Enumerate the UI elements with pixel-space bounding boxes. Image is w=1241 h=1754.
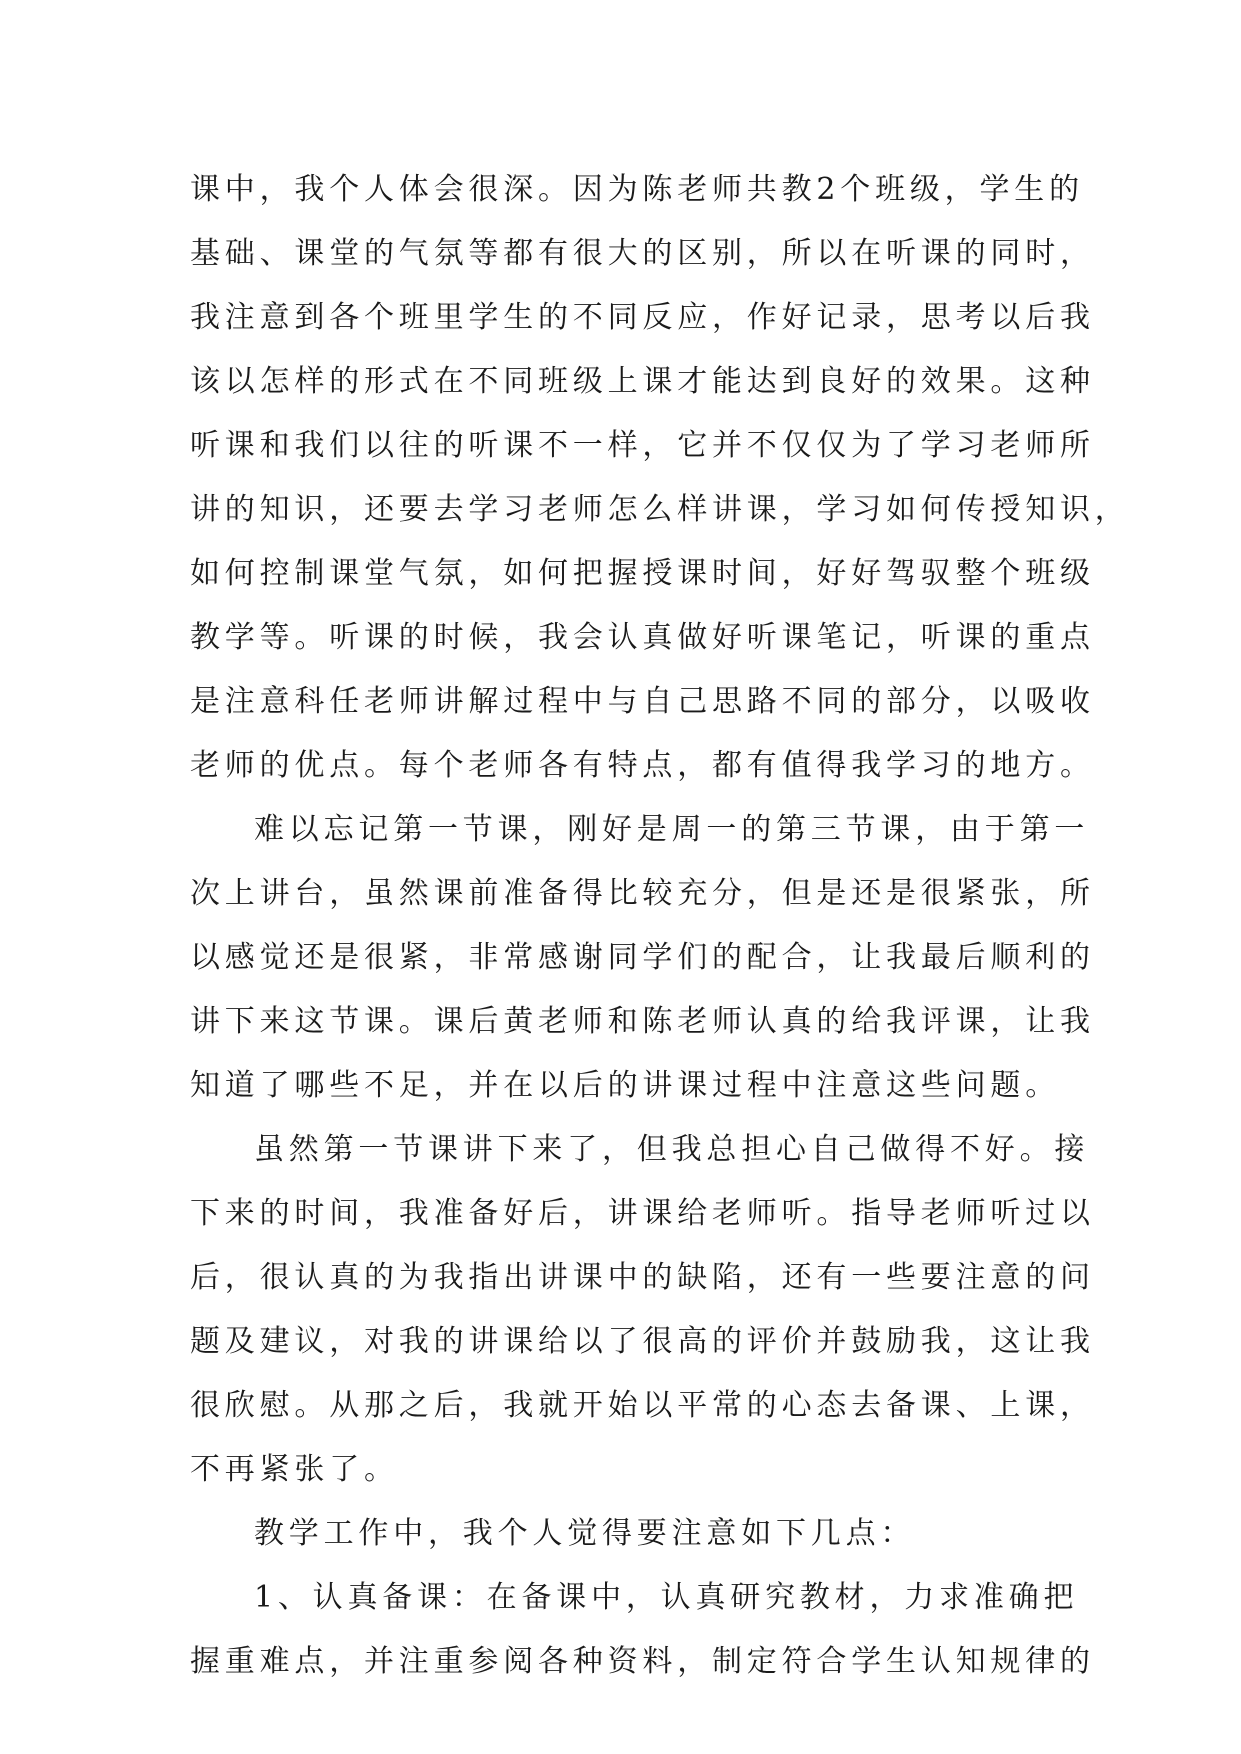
- text-line: 题及建议，对我的讲课给以了很高的评价并鼓励我，这让我: [190, 1324, 1095, 1359]
- text-line: 我注意到各个班里学生的不同反应，作好记录，思考以后我: [190, 300, 1095, 335]
- paragraph-start-line: 教学工作中，我个人觉得要注意如下几点：: [254, 1516, 916, 1551]
- paragraph-start-line: 虽然第一节课讲下来了，但我总担心自己做得不好。接: [254, 1132, 1090, 1167]
- text-line: 次上讲台，虽然课前准备得比较充分，但是还是很紧张，所: [190, 876, 1095, 911]
- text-line: 教学等。听课的时候，我会认真做好听课笔记，听课的重点: [190, 620, 1095, 655]
- text-line: 课中，我个人体会很深。因为陈老师共教2个班级，学生的: [190, 172, 1084, 207]
- text-line: 很欣慰。从那之后，我就开始以平常的心态去备课、上课，: [190, 1388, 1095, 1423]
- text-line: 以感觉还是很紧，非常感谢同学们的配合，让我最后顺利的: [190, 940, 1095, 975]
- text-line: 该以怎样的形式在不同班级上课才能达到良好的效果。这种: [190, 364, 1095, 399]
- text-line: 听课和我们以往的听课不一样，它并不仅仅为了学习老师所: [190, 428, 1095, 463]
- text-line: 老师的优点。每个老师各有特点，都有值得我学习的地方。: [190, 748, 1095, 783]
- text-line: 讲下来这节课。课后黄老师和陈老师认真的给我评课，让我: [190, 1004, 1095, 1039]
- paragraph-start-line: 1、认真备课：在备课中，认真研究教材，力求准确把: [254, 1580, 1079, 1615]
- text-line: 如何控制课堂气氛，如何把握授课时间，好好驾驭整个班级: [190, 556, 1095, 591]
- text-line: 后，很认真的为我指出讲课中的缺陷，还有一些要注意的问: [190, 1260, 1095, 1295]
- text-line: 知道了哪些不足，并在以后的讲课过程中注意这些问题。: [190, 1068, 1060, 1103]
- text-line: 是注意科任老师讲解过程中与自己思路不同的部分，以吸收: [190, 684, 1095, 719]
- body-text: [190, 158, 1130, 1694]
- text-line: 握重难点，并注重参阅各种资料，制定符合学生认知规律的: [190, 1644, 1095, 1679]
- text-line: 下来的时间，我准备好后，讲课给老师听。指导老师听过以: [190, 1196, 1095, 1231]
- text-line: 基础、课堂的气氛等都有很大的区别，所以在听课的同时，: [190, 236, 1095, 271]
- text-line: 不再紧张了。: [190, 1452, 399, 1487]
- paragraph-start-line: 难以忘记第一节课，刚好是周一的第三节课，由于第一: [254, 812, 1090, 847]
- text-line: 讲的知识，还要去学习老师怎么样讲课，学习如何传授知识，: [190, 492, 1130, 527]
